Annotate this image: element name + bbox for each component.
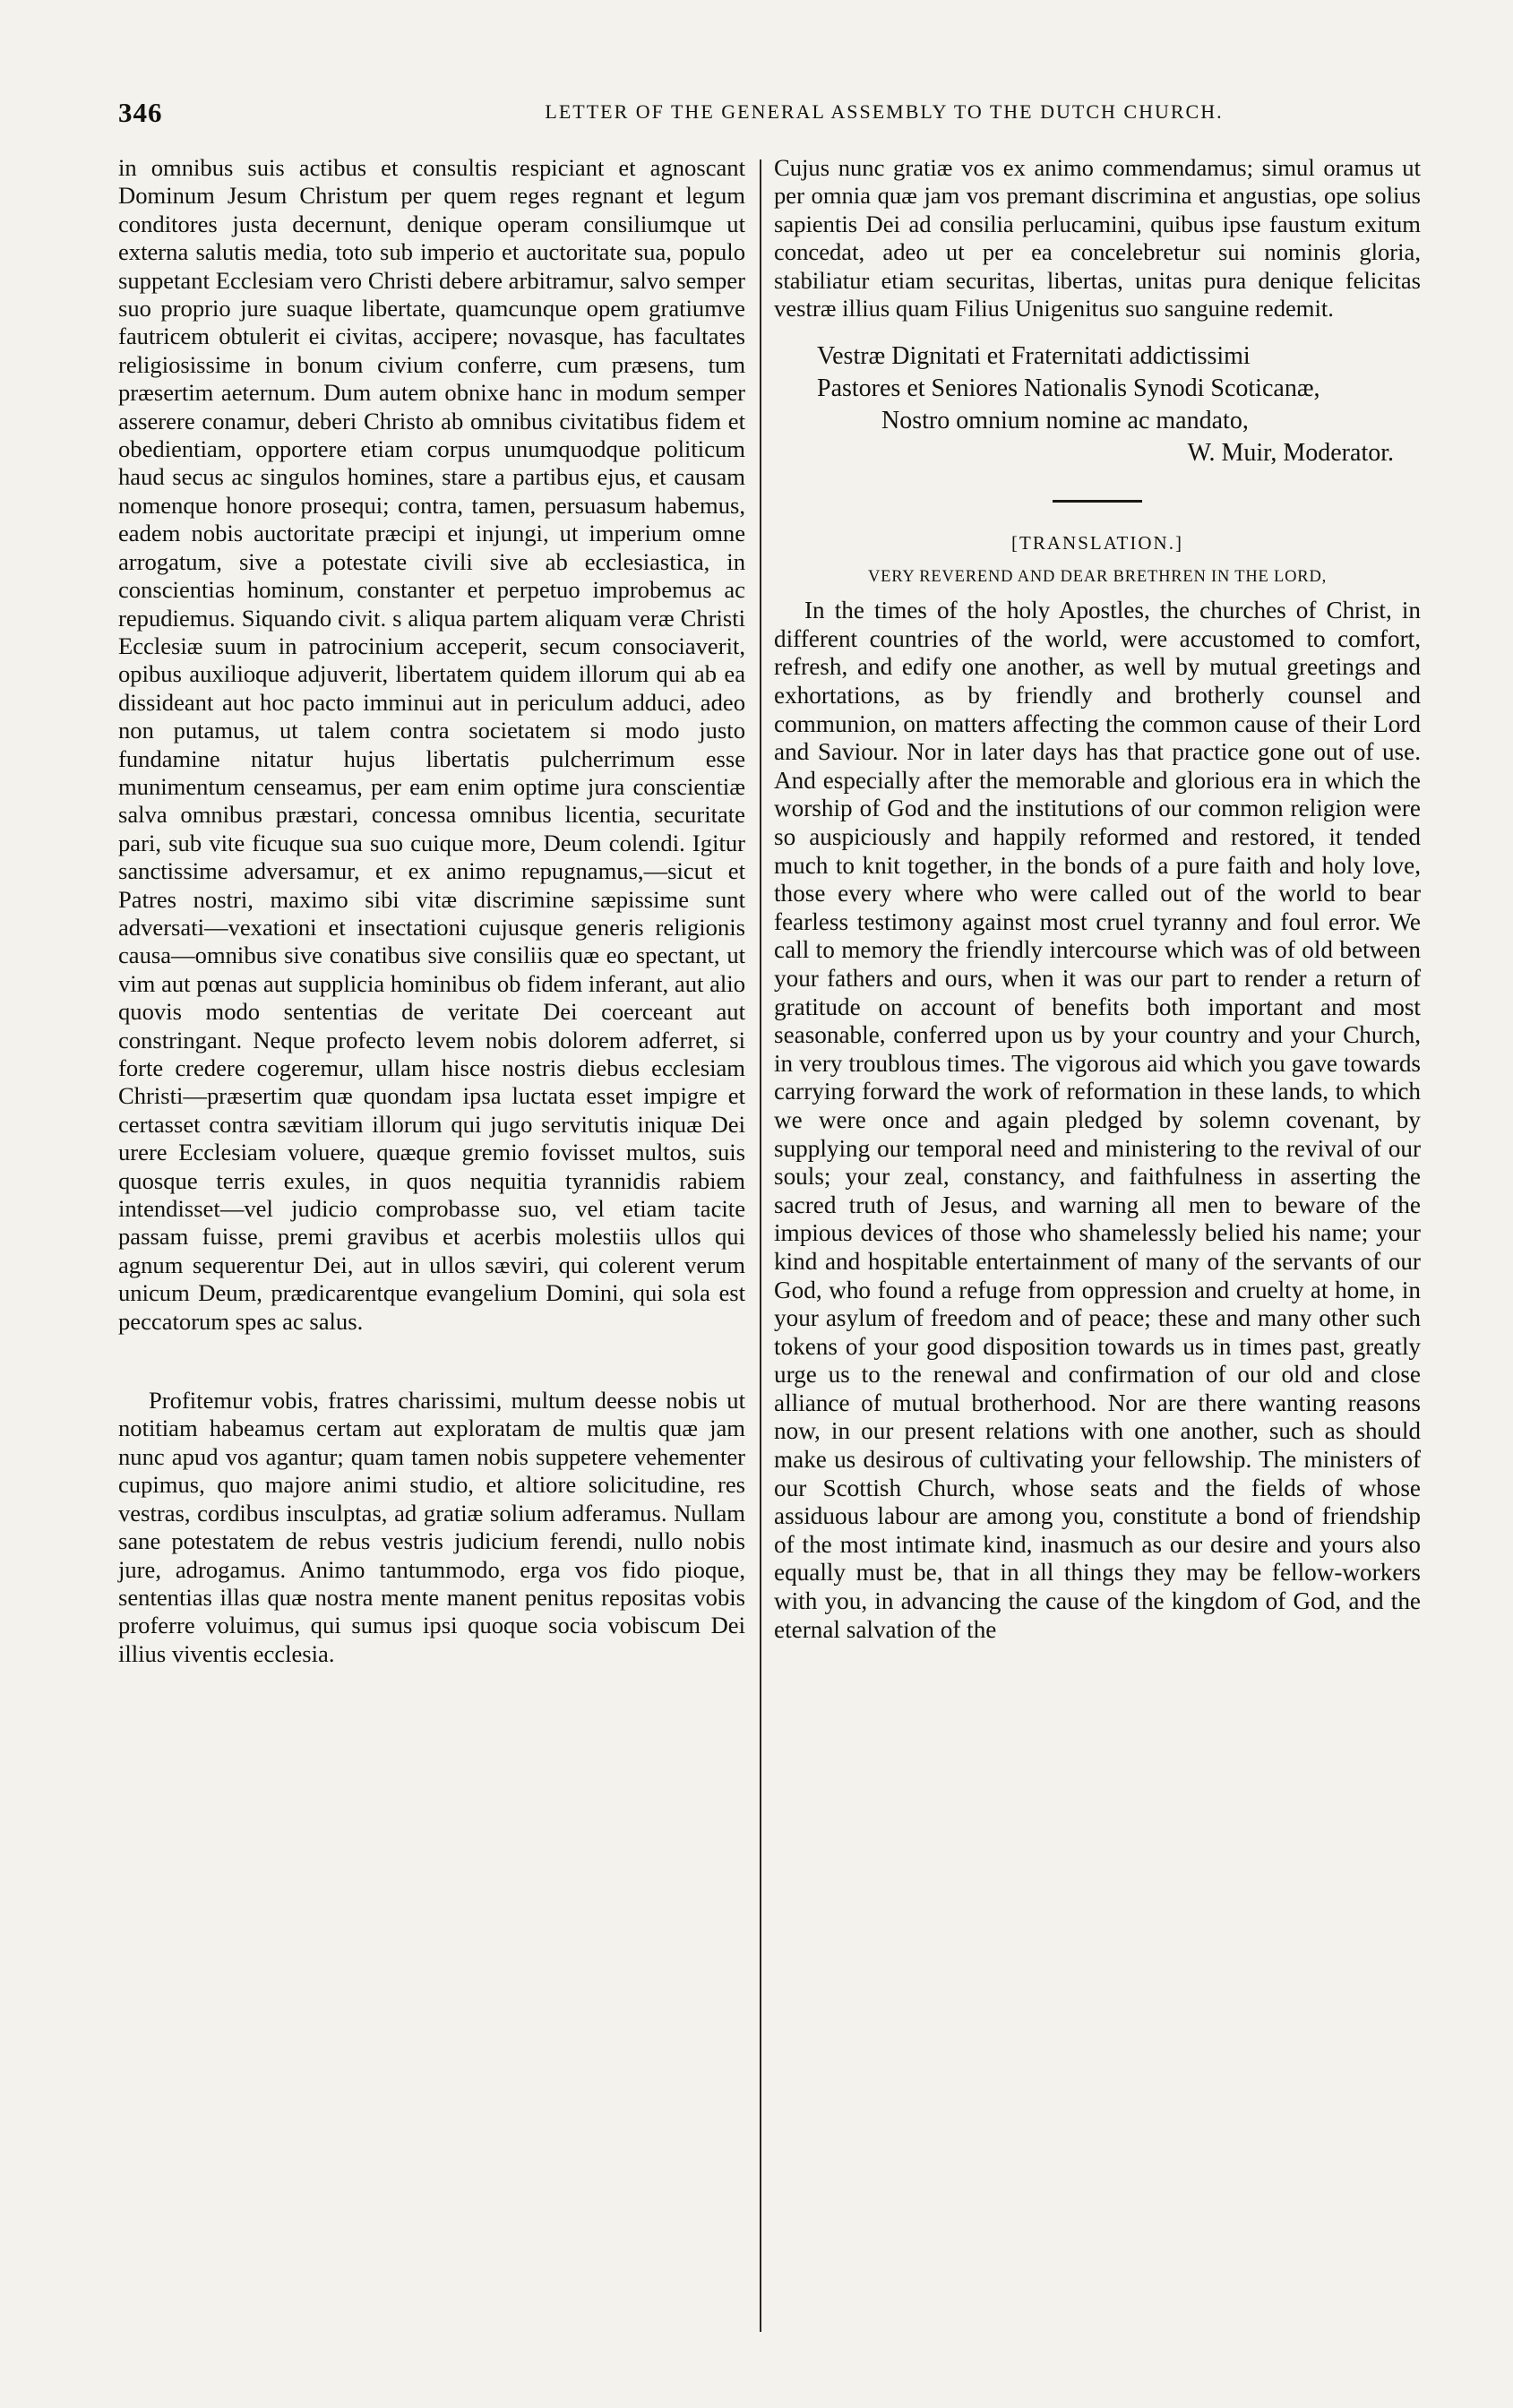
right-column	[774, 154, 1421, 1644]
signature-block	[774, 340, 1421, 469]
page-number: 346	[118, 97, 163, 128]
signature-line-2: Pastores et Seniores Nationalis Synodi Scoticanæ,	[817, 374, 1320, 403]
section-rule	[1053, 500, 1142, 503]
latin-closing-paragraph: Cujus nunc gratiæ vos ex animo commendamus; simul oramus ut per omnia quæ jam vos premant discrimina et angustias, ope solius sapientis Dei ad consilia perlucamini, quibus ipse faustum exitum concedat, adeo ut per ea concelebretur sui nominis gloria, stabiliatur etiam securitas, libertas, unitas pura denique felicitas vestræ illius quam Filius Unigenitus suo sanguine redemit.	[774, 154, 1421, 322]
translation-heading: [TRANSLATION.]	[1011, 532, 1183, 555]
english-translation-paragraph: In the times of the holy Apostles, the churches of Christ, in different countries of the world, were accustomed to comfort, refresh, and edify one another, as well by mutual greetings and exhortations, as by friendly and brotherly counsel and communion, on matters affecting the common cause of their Lord and Saviour. Nor in later days has that practice gone out of use. And especially after the memorable and glorious era in which the worship of God and the institutions of our common religion were so auspiciously and happily reformed and restored, it tended much to knit together, in the bonds of a pure faith and holy love, those every where who were called out of the world to bear fearless testimony against most cruel tyranny and foul error. We call to memory the friendly intercourse which was of old between your fathers and ours, when it was our part to render a return of gratitude on account of benefits both important and most seasonable, conferred upon us by your country and your Church, in very troublous times. The vigorous aid which you gave towards carrying forward the work of reformation in these lands, to which we were once and again pledged by solemn covenant, by supplying our temporal need and ministering to the revival of our souls; your zeal, constancy, and faithfulness in asserting the sacred truth of Jesus, and warning all men to beware of the impious devices of those who shamelessly belied his name; your kind and hospitable entertainment of many of the servants of our God, who found a refuge from oppression and cruelty at home, in your asylum of freedom and of peace; these and many other such tokens of your good disposition towards us in times past, greatly urge us to the renewal and confirmation of our old and close alliance of mutual brotherhood. Nor are there wanting reasons now, in our present relations with one another, such as should make us desirous of cultivating your fellowship. The ministers of our Scottish Church, whose seats and the fields of whose assiduous labour are among you, constitute a bond of friendship of the most intimate kind, inasmuch as our desire and yours also equally must be, that in all things they may be fellow-workers with you, in advancing the cause of the kingdom of God, and the eternal salvation of the	[774, 597, 1421, 1643]
moderator-signature: W. Muir, Moderator.	[1187, 439, 1394, 468]
column-divider	[760, 159, 761, 2332]
salutation: VERY REVEREND AND DEAR BRETHREN IN THE LORD,	[867, 567, 1328, 586]
left-column	[118, 154, 745, 1668]
latin-paragraph-2: Profitemur vobis, fratres charissimi, multum deesse nobis ut notitiam habeamus certam aut exploratam de multis quæ jam nunc apud vos agantur; quam tamen nobis suppetere vehementer cupimus, quo majore animi studio, et altiore solicitudine, res vestras, cordibus insculptas, ad gratiæ solium adferamus. Nullam sane potestatem de rebus vestris judicium ferendi, nullo nobis jure, adrogamus. Animo tantummodo, erga vos fido pioque, sententias illas quæ nostra mente manent penitus repositas vobis proferre voluimus, qui sumus ipsi quoque socia vobiscum Dei illius viventis ecclesia.	[118, 1387, 745, 1667]
signature-line-1: Vestræ Dignitati et Fraternitati addictissimi	[817, 342, 1251, 371]
running-title: LETTER OF THE GENERAL ASSEMBLY TO THE DUTCH CHURCH.	[545, 100, 1224, 123]
signature-line-3: Nostro omnium nomine ac mandato,	[881, 407, 1249, 435]
latin-paragraph-1: in omnibus suis actibus et consultis respiciant et agnoscant Dominum Jesum Christum per quem reges regnant et legum conditores justa decernunt, denique operam consiliumque ut externa salutis media, toto sub imperio et auctoritate sua, populo suppetant Ecclesiam vero Christi debere arbitramur, salvo semper suo proprio jure suaque libertate, quamcunque opem gratiumve fautricem obtulerit ei civitas, accipere; novasque, has facultates religiosissime in bonum civium conferre, cum præsens, tum præsertim aeternum. Dum autem obnixe hanc in modum semper asserere conamur, deberi Christo ab omnibus civitatibus fidem et obedientiam, opportere etiam corpus unumquodque politicum haud secus ac singulos homines, stare a partibus ejus, et causam nomenque honore prosequi; contra, tamen, persuasum habemus, eadem nobis auctoritate præcipi et injungi, ut imperium omne arrogatum, sive a potestate civili sive ab ecclesiastica, in conscientias hominum, constanter et perpetuo improbemus ac repudiemus. Siquando civit. s aliqua partem aliquam veræ Christi Ecclesiæ suum in patrocinium acceperit, secum consociaverit, opibus auxilioque adjuverit, libertatem quidem illorum qui ab ea dissideant aut hoc pacto imminui aut in periculum adduci, adeo non putamus, ut talem contra societatem si modo justo fundamine nitatur hujus libertatis pulcherrimum esse munimentum censeamus, per eam enim optime jura conscientiæ salva omnibus præstari, concessa omnibus licentia, securitate pari, sub vite ficuque sua suo cuique more, Deum colendi. Igitur sanctissime adversamur, et ex animo repugnamus,—sicut et Patres nostri, maximo sibi vitæ discrimine sæpissime sunt adversati—vexationi et insectationi cujusque generis religionis causa—omnibus sive conatibus sive consiliis quæ eo spectant, ut vim aut pœnas aut supplicia hominibus ob fidem inferant, aut alio quovis modo sententias de veritate Dei coerceant aut constringant. Neque profecto levem nobis dolorem adferret, si forte credere cogeremur, ullam hisce nostris diebus ecclesiam Christi—præsertim quæ quondam ipsa luctata esset impigre et certasset contra sævitiam illorum qui jugo servitutis iniquæ Dei urere Ecclesiam voluere, quæque gremio fovisset multos, suis quosque terris exules, in quos nequitia tyrannidis rabiem intendisset—vel judicio comprobasse suo, vel etiam tacite passam fuisse, premi gravibus et acerbis molestiis ullos qui agnum sequerentur Dei, aut in ullos sæviri, qui colerent verum unicum Deum, prædicarentque evangelium Domini, qui sola est peccatorum spes ac salus.	[118, 154, 745, 1335]
running-head	[118, 97, 1422, 138]
